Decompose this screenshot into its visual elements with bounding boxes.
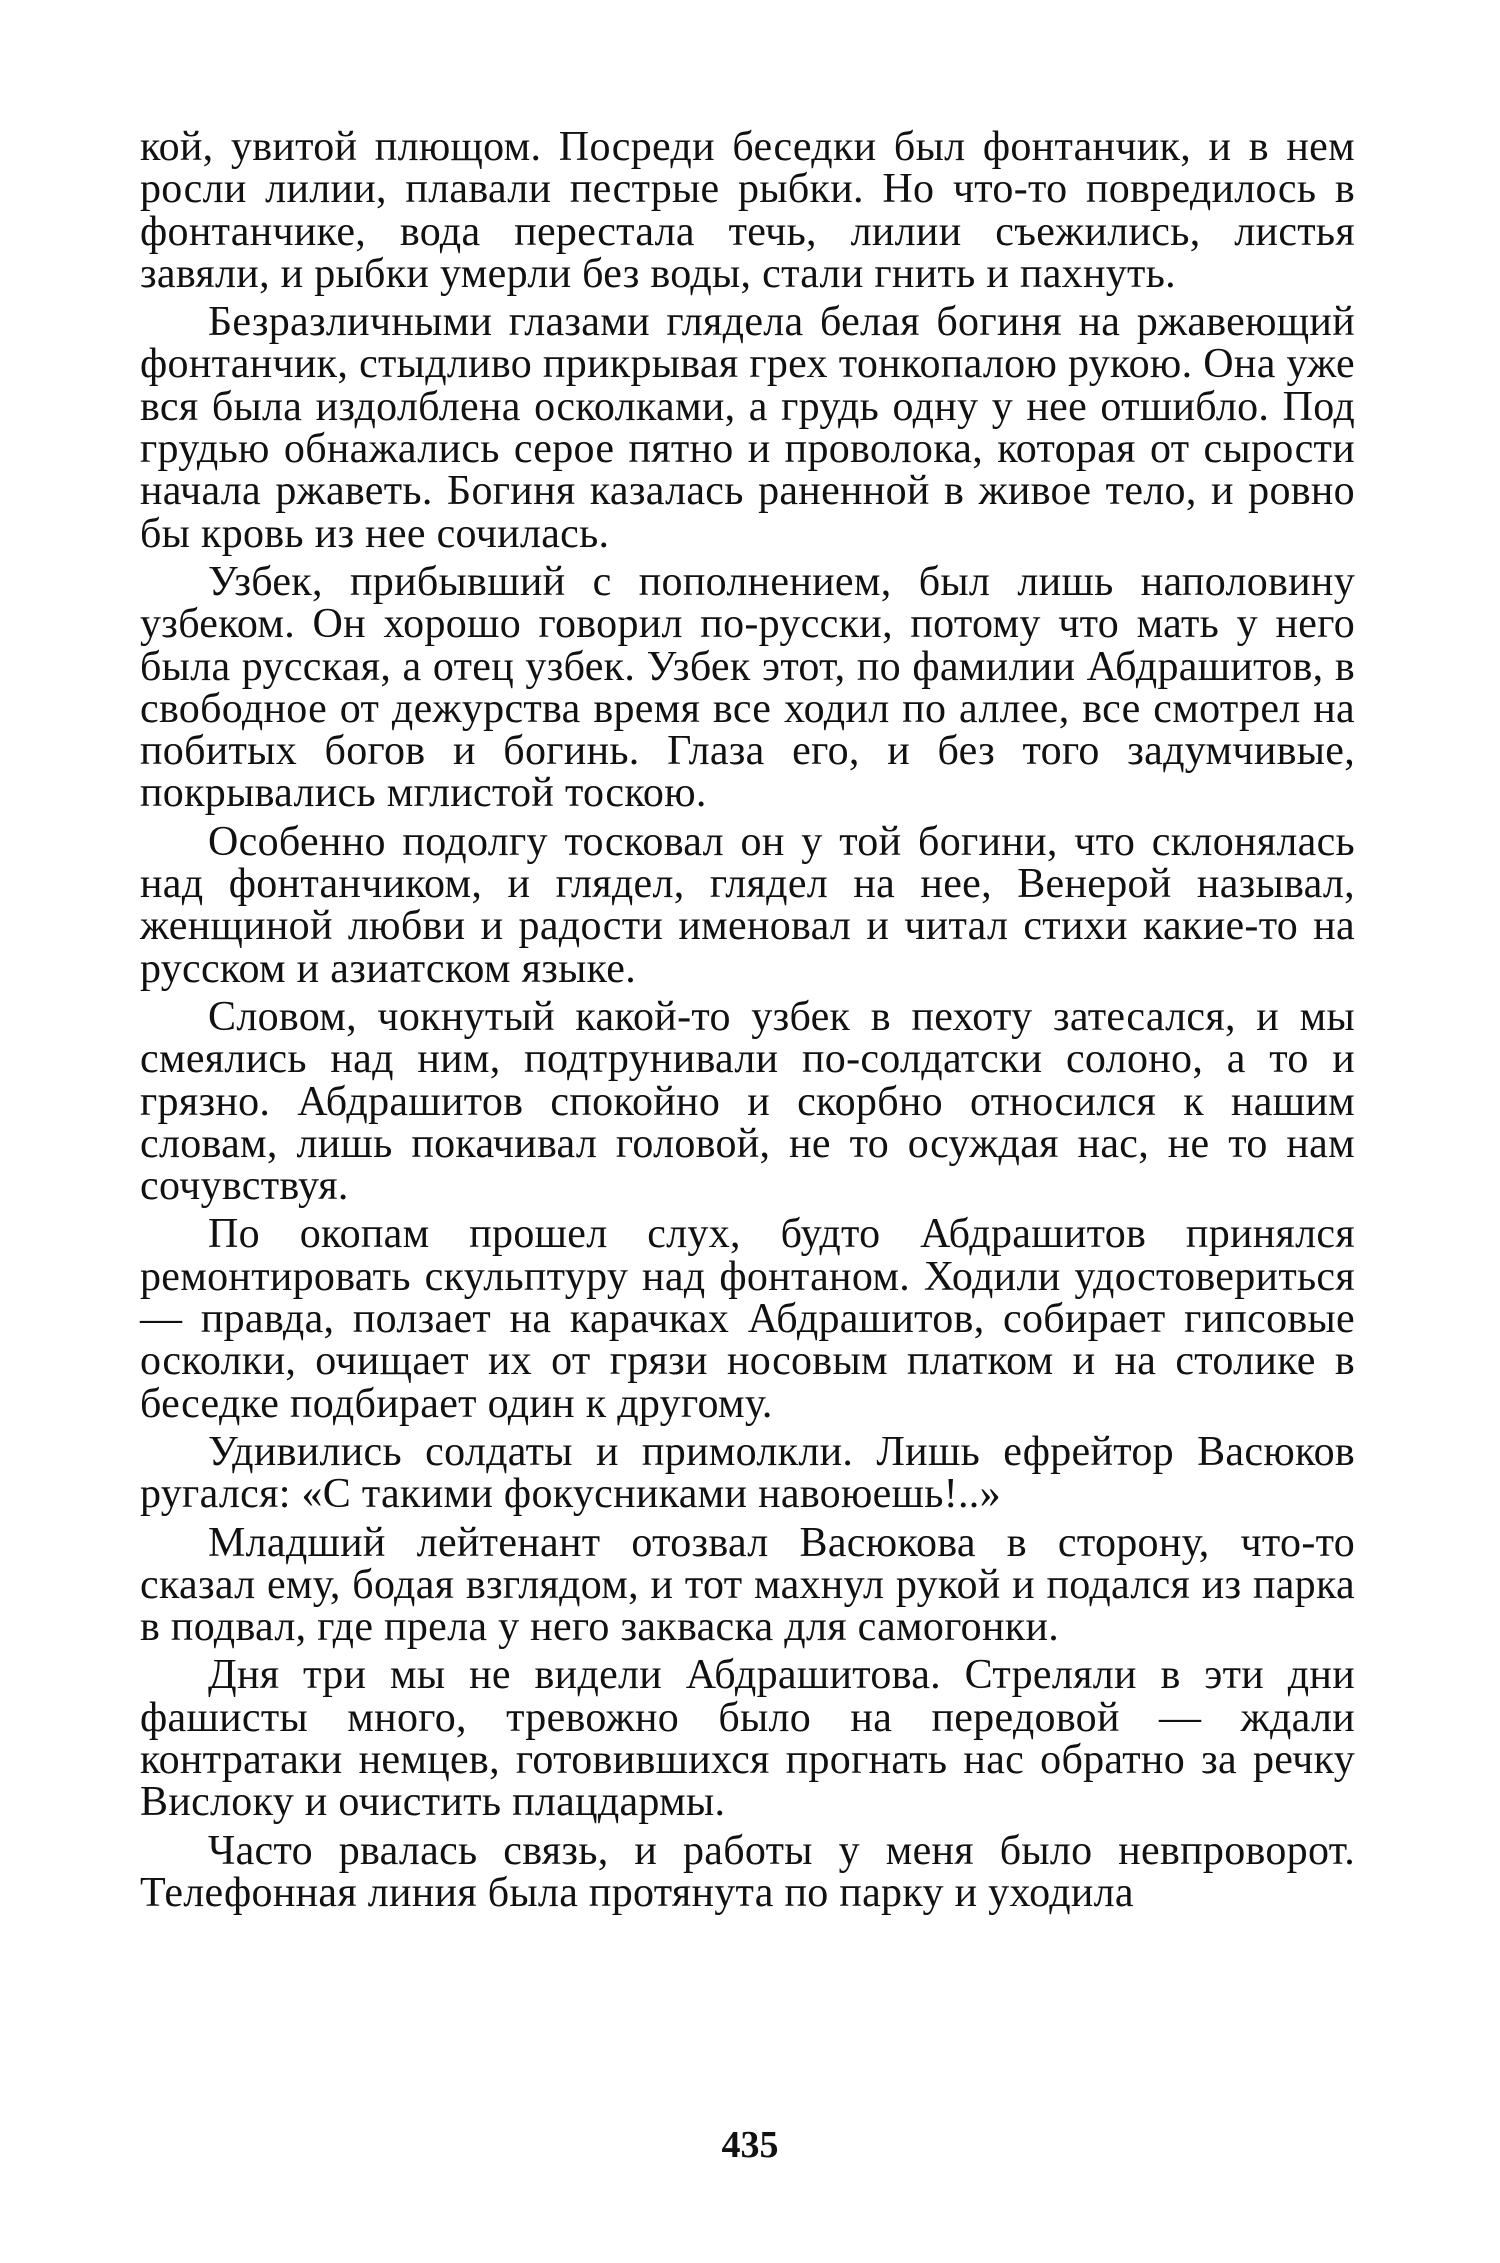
paragraph-10: Часто рвалась связь, и работы у меня было невпроворот. Телефонная линия была протянута по парку и уходила xyxy=(140,1827,1355,1916)
page-number: 435 xyxy=(721,2124,779,2166)
paragraph-6: По окопам прошел слух, будто Абдрашитов принялся ремонтировать скульптуру над фонтаном. Ходили удостовериться — правда, ползает на карачках Абдрашитов, собирает гипсовые осколки, очищает их от грязи носовым платком и на столике в беседке подбирает один к другому. xyxy=(140,1211,1355,1427)
paragraph-9: Дня три мы не видели Абдрашитова. Стреляли в эти дни фашисты много, тревожно было на передовой — ждали контратаки немцев, готовившихся прогнать нас обратно за речку Вислоку и очистить плацдармы. xyxy=(140,1652,1355,1826)
paragraph-7: Удивились солдаты и примолкли. Лишь ефрейтор Васюков ругался: «С такими фокусниками навоюешь!..» xyxy=(140,1428,1355,1518)
page-text xyxy=(140,126,1355,1920)
paragraph-5: Словом, чокнутый какой-то узбек в пехоту затесался, и мы смеялись над ним, подтрунивали по-солдатски солоно, а то и грязно. Абдрашитов спокойно и скорбно относился к нашим словам, лишь покачивал головой, не то осуждая нас, не то нам сочувствуя. xyxy=(140,993,1355,1210)
paragraph-1: кой, увитой плющом. Посреди беседки был фонтанчик, и в нем росли лилии, плавали пестрые рыбки. Но что-то повредилось в фонтанчике, вода перестала течь, лилии съежились, листья завяли, и рыбки умерли без воды, стали гнить и пахнуть. xyxy=(140,124,1355,297)
paragraph-8: Младший лейтенант отозвал Васюкова в сторону, что-то сказал ему, бодая взглядом, и тот махнул рукой и подался из парка в подвал, где прела у него закваска для самогонки. xyxy=(140,1519,1355,1651)
paragraph-4: Особенно подолгу тосковал он у той богини, что склонялась над фонтанчиком, и глядел, глядел на нее, Венерой называл, женщиной любви и радости именовал и читал стихи какие-то на русском и азиатском языке. xyxy=(140,818,1355,992)
paragraph-2: Безразличными глазами глядела белая богиня на ржавеющий фонтанчик, стыдливо прикрывая грех тонкопалою рукою. Она уже вся была издолблена осколками, а грудь одну у нее отшибло. Под грудью обнажались серое пятно и проволока, которая от сырости начала ржаветь. Богиня казалась раненной в живое тело, и ровно бы кровь из нее сочилась. xyxy=(140,299,1355,557)
paragraph-3: Узбек, прибывший с пополнением, был лишь наполовину узбеком. Он хорошо говорил по-русски, потому что мать у него была русская, а отец узбек. Узбек этот, по фамилии Абдрашитов, в свободное от дежурства время все ходил по аллее, все смотрел на побитых богов и богинь. Глаза его, и без того задумчивые, покрывались мглистой тоскою. xyxy=(140,558,1355,817)
